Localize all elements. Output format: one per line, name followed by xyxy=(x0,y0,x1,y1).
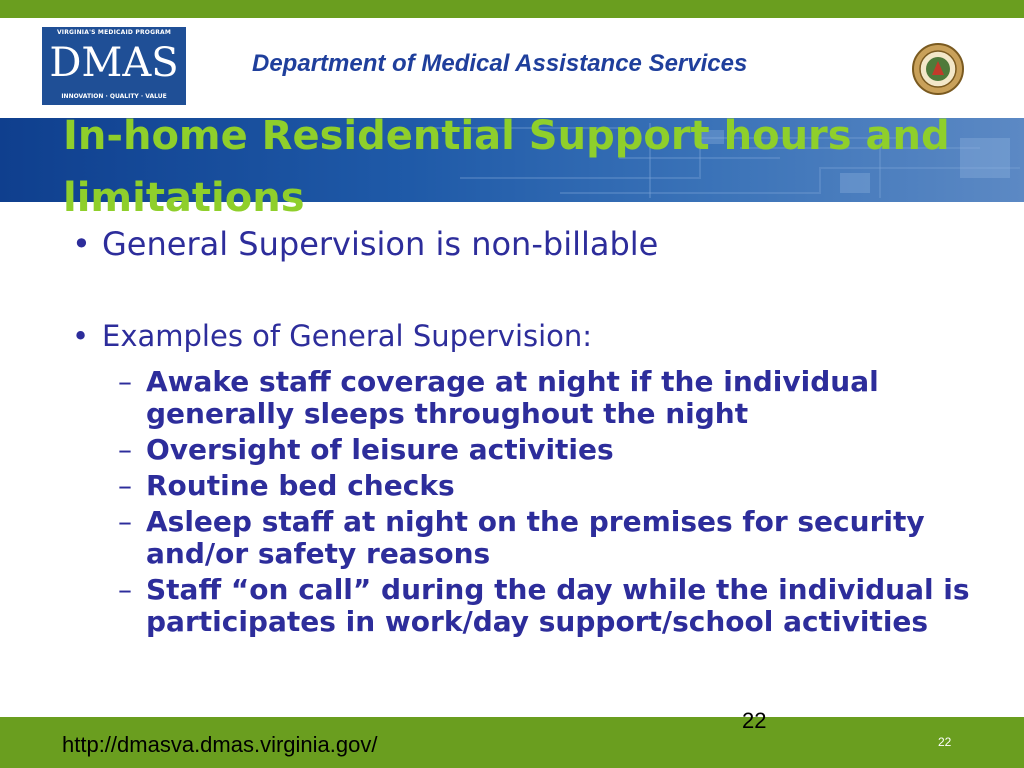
dmas-logo xyxy=(40,25,188,107)
sub-bullet-text: Asleep staff at night on the premises for security and/or safety reasons xyxy=(146,505,925,570)
logo-bottom-text: INNOVATION · QUALITY · VALUE xyxy=(61,93,167,100)
sub-bullet-item xyxy=(118,574,978,638)
sub-bullet-item xyxy=(118,434,978,466)
sub-bullet-text: Oversight of leisure activities xyxy=(146,433,614,466)
bullet-text: Examples of General Supervision: xyxy=(102,319,593,353)
footer-url: http://dmasva.dmas.virginia.gov/ xyxy=(62,732,378,757)
bullet-point: • xyxy=(72,319,90,353)
dash-marker: – xyxy=(118,365,132,398)
slide-number: 22 xyxy=(938,735,952,749)
slide-title: In-home Residential Support hours and limitations xyxy=(63,113,950,221)
top-green-bar xyxy=(0,0,1024,18)
page-number: 22 xyxy=(742,708,767,733)
sub-bullet-item xyxy=(118,506,978,570)
sub-bullet-list xyxy=(118,366,978,642)
logo-main-text: DMAS xyxy=(49,40,179,86)
sub-bullet-item xyxy=(118,366,978,430)
department-name: Department of Medical Assistance Services xyxy=(252,50,748,77)
sub-bullet-text: Awake staff coverage at night if the individual generally sleeps throughout the night xyxy=(146,365,879,430)
bullet-text: General Supervision is non-billable xyxy=(102,225,659,263)
dash-marker: – xyxy=(118,573,132,606)
sub-bullet-text: Routine bed checks xyxy=(146,469,455,502)
dash-marker: – xyxy=(118,433,132,466)
dash-marker: – xyxy=(118,469,132,502)
dash-marker: – xyxy=(118,505,132,538)
sub-bullet-item xyxy=(118,470,978,502)
logo-top-text: VIRGINIA'S MEDICAID PROGRAM xyxy=(56,29,172,36)
bullet-point: • xyxy=(72,225,91,263)
sub-bullet-text: Staff “on call” during the day while the individual is participates in work/day support/school activities xyxy=(146,573,970,638)
virginia-state-seal-icon xyxy=(912,43,964,95)
